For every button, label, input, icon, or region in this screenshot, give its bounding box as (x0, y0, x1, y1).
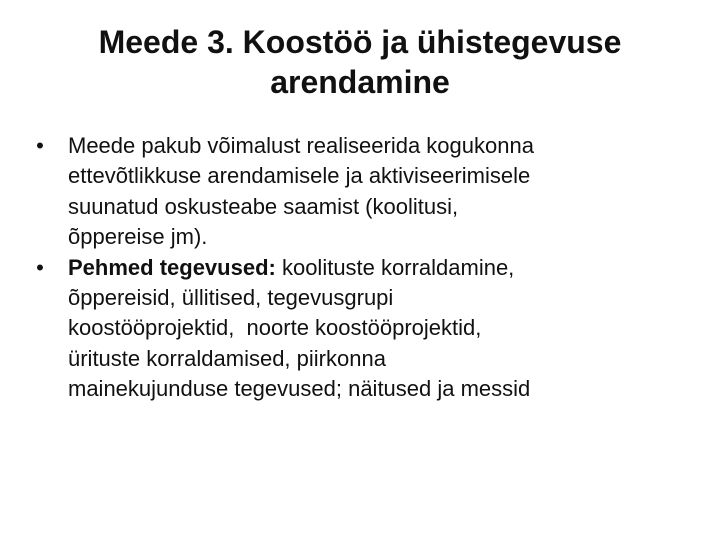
bullet-2-line-3: koostööprojektid, noorte koostööprojektid, (68, 315, 482, 341)
bullet-2-line-1-text: koolituste korraldamine, (275, 254, 515, 280)
slide-title-line-1: Meede 3. Koostöö ja ühistegevuse (98, 24, 622, 60)
bullet-1-line-3: suunatud oskusteabe saamist (koolitusi, (68, 193, 459, 219)
bullet-2-bold-prefix: Pehmed tegevused: (68, 254, 276, 280)
bullet-1-line-1: Meede pakub võimalust realiseerida kogukonna (68, 133, 534, 158)
bullet-list (0, 131, 720, 405)
slide-title (40, 22, 680, 102)
bullet-2-line-5: mainekujunduse tegevused; näitused ja messid (68, 376, 531, 402)
bullet-1-line-4: õppereise jm). (68, 224, 208, 250)
bullet-icon: • (36, 254, 44, 280)
bullet-item-2 (0, 253, 720, 405)
bullet-2-line-2: õppereisid, üllitised, tegevusgrupi (68, 285, 394, 311)
bullet-1-line-2: ettevõtlikkuse arendamisele ja aktiviseerimisele (68, 163, 531, 189)
bullet-2-line-1 (68, 253, 680, 283)
slide-title-line-2: arendamine (270, 64, 450, 100)
bullet-item-1 (0, 131, 720, 253)
bullet-icon: • (36, 133, 44, 158)
bullet-2-line-4: ürituste korraldamised, piirkonna (68, 345, 386, 371)
